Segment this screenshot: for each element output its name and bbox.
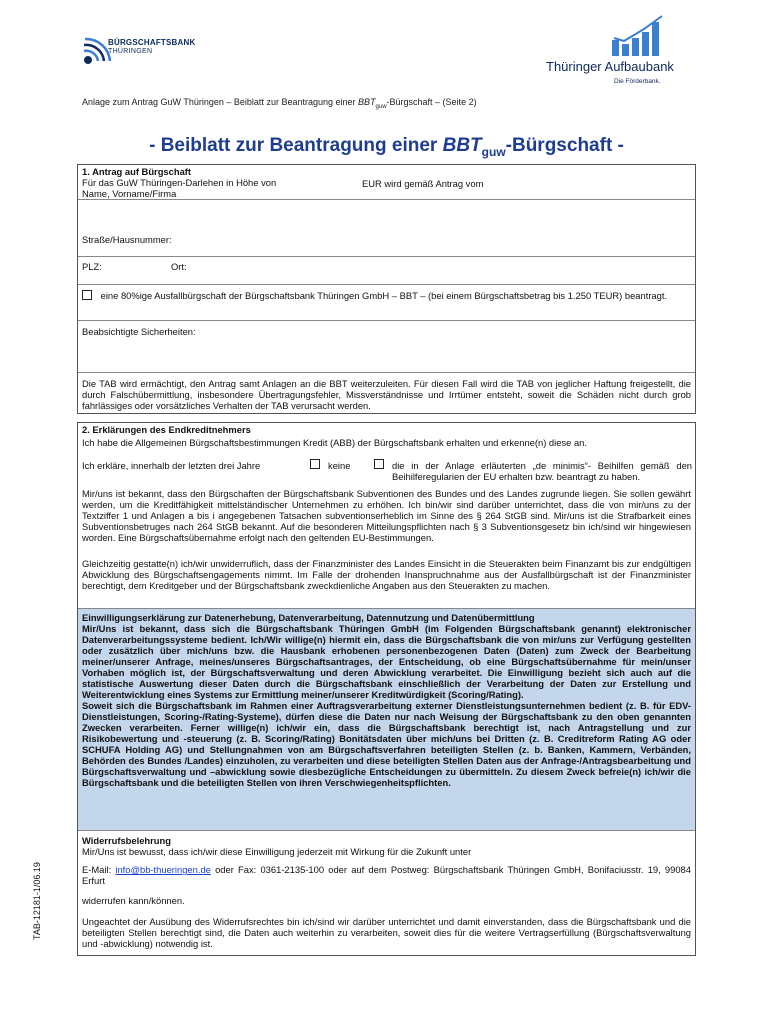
logo-left-line2: THÜRINGEN bbox=[108, 48, 153, 55]
ausfall-row bbox=[78, 285, 695, 321]
minimis-checkbox[interactable] bbox=[374, 459, 384, 469]
minimis-row bbox=[78, 457, 695, 487]
buergschaftsbank-logo bbox=[80, 30, 210, 74]
widerruf-block bbox=[78, 831, 695, 955]
sicherheiten-field[interactable] bbox=[78, 321, 695, 373]
sicherheiten-label: Beabsichtigte Sicherheiten: bbox=[82, 326, 196, 337]
widerruf-text-3: Ungeachtet der Ausübung des Widerrufsrechtes bin ich/sind wir darüber unterrichtet und damit einverstanden, dass die Bürgschaftsbank und die beteiligten Stellen berechtigt sind, die Daten auch weiterhin zu verarbeiten, soweit dies für die weitere Vertragserfüllung (Bürgschaftsverwaltung und -abwicklung) notwendig ist. bbox=[82, 916, 691, 949]
ort-label: Ort: bbox=[171, 261, 187, 272]
keine-checkbox[interactable] bbox=[310, 459, 320, 469]
einwilligung-paragraph-1: Mir/Uns ist bekannt, dass sich die Bürgschaftsbank Thüringen GmbH (im Folgenden Bürgschaftsbank genannt) elektronischer Datenverarbeitungssysteme bedient. Ich/Wir willige(n) hiermit ein, dass die Bürgschaftsbank die von mir/uns zur Verfügung gestellten oder zusätzlich über mich/uns bzw. die Hausbank erhobenen personenbezogenen Daten (Daten) zum Zweck der Bearbeitung meiner/unserer Anfrage, meines/unseres Bürgschaftsantrages, der Entscheidung, ob eine Bürgschaftsübernahme für mein/unser Vorhaben möglich ist, der Bürgschaftsverwaltung und deren Abwicklung verarbeitet. Die Einwilligung bezieht sich auch auf die statistische Auswertung dieser Daten durch die Bürgschaftsbank einschließlich der Verarbeitung der Daten zur Erstellung und Weiterentwicklung eines Systems zur Ermittlung meiner/unserer Kreditwürdigkeit (Scoring/Rating). bbox=[82, 623, 691, 700]
logo-right-tagline: Die Förderbank. bbox=[614, 78, 661, 85]
erklaere-text: Ich erkläre, innerhalb der letzten drei Jahre bbox=[82, 460, 261, 471]
street-field[interactable] bbox=[78, 229, 695, 257]
finanzminister-text: Gleichzeitig gestatte(n) ich/wir unwiderruflich, dass der Finanzminister des Landes Einsicht in die Steuerakten beim Finanzamt bis zur endgültigen Abwicklung des Bürgschaftsengagements nimmt. Im Falle der drohenden Inanspruchnahme aus der Ausfallbürgschaft ist der Finanzminister berechtigt, dem Kreditgeber und der Bürgschaftsbank zweckdienliche Angaben aus den Steuerakten zu machen. bbox=[78, 557, 695, 609]
email-link[interactable]: info@bb-thueringen.de bbox=[115, 864, 211, 875]
abb-row bbox=[78, 423, 695, 457]
section2-heading: 2. Erklärungen des Endkreditnehmers bbox=[82, 424, 251, 435]
antrag-header-row bbox=[78, 165, 695, 200]
subvention-text: Mir/uns ist bekannt, dass den Bürgschaften der Bürgschaftsbank Subventionen des Bundes und des Landes zugrunde liegen. Sie sollen gewährt werden, um die Kreditfähigkeit mittelständischer Unternehmen zu erhöhen. Ich bin/wir sind darüber unterrichtet, dass die von mir/uns zu der Textziffer 1 und Anlagen a bis i angegebenen Tatsachen subventionserheblich im Sinne des § 264 StGB sind. Mir/uns ist die Strafbarkeit eines Subventionsbetruges nach 264 StGB bekannt. Auf die besonderen Mitteilungspflichten nach § 3 Subventionsgesetz bin ich/sind wir hingewiesen worden. Eine Bürgschaftsübernahme erfolgt nach den geltenden EU-Bestimmungen. bbox=[82, 488, 691, 543]
einwilligung-heading: Einwilligungserklärung zur Datenerhebung, Datenverarbeitung, Datennutzung und Datenübermittlung bbox=[82, 612, 535, 623]
ausfall-text: eine 80%ige Ausfallbürgschaft der Bürgschaftsbank Thüringen GmbH – BBT – (bei einem Bürgschaftsbetrag bis 1.250 TEUR) beantragt. bbox=[100, 290, 668, 301]
einwilligung-block bbox=[78, 609, 695, 831]
minimis-text: die in der Anlage erläuterten „de minimis“- Beihilfen gemäß den Beihilferegularien der EU erhalten bzw. beantragt zu haben. bbox=[392, 460, 692, 482]
section1-heading: 1. Antrag auf Bürgschaft bbox=[82, 166, 192, 177]
name-label: Name, Vorname/Firma bbox=[82, 188, 177, 199]
keine-label: keine bbox=[328, 460, 351, 471]
tab-haftung-text: Die TAB wird ermächtigt, den Antrag samt Anlagen an die BBT weiterzuleiten. Für diesen Fall wird die TAB von jeglicher Haftung freigestellt, die durch Falschübermittlung, insbesondere Übertragungsfehler, Missverständnisse und Irrtümer entsteht, soweit die Schäden nicht durch grob fahrlässiges oder vorsätzliches Verhalten der TAB verursacht werden. bbox=[82, 378, 691, 411]
darlehen-label: Für das GuW Thüringen-Darlehen in Höhe von bbox=[82, 177, 277, 188]
widerruf-contact: E-Mail: info@bb-thueringen.de oder Fax: 0361-2135-100 oder auf dem Postweg: Bürgschaftsbank Thüringen GmbH, Bonifaciusstr. 19, 99084 Erfurt bbox=[82, 864, 691, 886]
abb-text: Ich habe die Allgemeinen Bürgschaftsbestimmungen Kredit (ABB) der Bürgschaftsbank erhalten und erkenne(n) diese an. bbox=[82, 437, 587, 448]
street-label: Straße/Hausnummer: bbox=[82, 234, 172, 245]
page-title: - Beiblatt zur Beantragung einer $BBT_{guw}$-Bürgschaft - bbox=[149, 135, 624, 159]
einwilligung-paragraph-2: Soweit sich die Bürgschaftsbank im Rahmen einer Auftragsverarbeitung externer Dienstleistungsunternehmen bedient (z. B. für EDV-Dienstleistungen, Scoring-/Rating-Systeme), dürfen diese die Daten nur nach Weisung der Bürgschaftsbank zu den oben genannten Zwecken verarbeiten. Ferner willige(n) ich/wir ein, dass die Bürgschaftsbank berechtigt ist, nach Antragstellung und zur Risikobewertung und -steuerung (z. B. Scoring/Rating) Bonitätsdaten über mich/uns bei Dritten (z. B. Creditreform Rating AG oder SCHUFA Holding AG) und Stellungnahmen von am Bürgschaftsverfahren beteiligten Stellen (z. b. Banken, Kammern, Verbänden, Behörden des Bundes /Landes) einzuholen, zu verarbeiten und diese beteiligten Stellen Daten aus der Anfrage-/Antragsbearbeitung und Bürgschaftsverwaltung und –abwicklung sowie diesbezügliche Entscheidungen zu übermitteln. Zu diesem Zweck befreie(n) ich/wir die Bürgschaftsbank und die beteiligten Stellen von ihren Verschwiegenheitspflichten. bbox=[82, 700, 691, 788]
aufbaubank-bars-icon bbox=[612, 14, 668, 56]
name-field[interactable] bbox=[78, 200, 695, 229]
widerruf-text-1: Mir/Uns ist bewusst, dass ich/wir diese Einwilligung jederzeit mit Wirkung für die Zukunft unter bbox=[82, 846, 472, 857]
section-erklaerungen bbox=[77, 422, 696, 956]
logo-left-line1: BÜRGSCHAFTSBANK bbox=[108, 38, 196, 47]
plz-ort-row[interactable] bbox=[78, 257, 695, 285]
plz-label: PLZ: bbox=[82, 261, 102, 272]
aufbaubank-logo bbox=[540, 14, 674, 89]
eur-label: EUR wird gemäß Antrag vom bbox=[362, 178, 484, 189]
ausfall-checkbox[interactable] bbox=[82, 290, 92, 300]
page-subtitle: Anlage zum Antrag GuW Thüringen – Beiblatt zur Beantragung einer $BBT_{guw}$-Bürgschaft – (Seite 2) bbox=[82, 97, 477, 110]
widerruf-heading: Widerrufsbelehrung bbox=[82, 835, 171, 846]
logo-right-name: Thüringer Aufbaubank bbox=[546, 59, 674, 74]
form-code: TAB-12181-1/06.19 bbox=[32, 862, 42, 940]
widerruf-text-2: widerrufen kann/können. bbox=[82, 895, 185, 906]
section-antrag bbox=[77, 164, 696, 414]
